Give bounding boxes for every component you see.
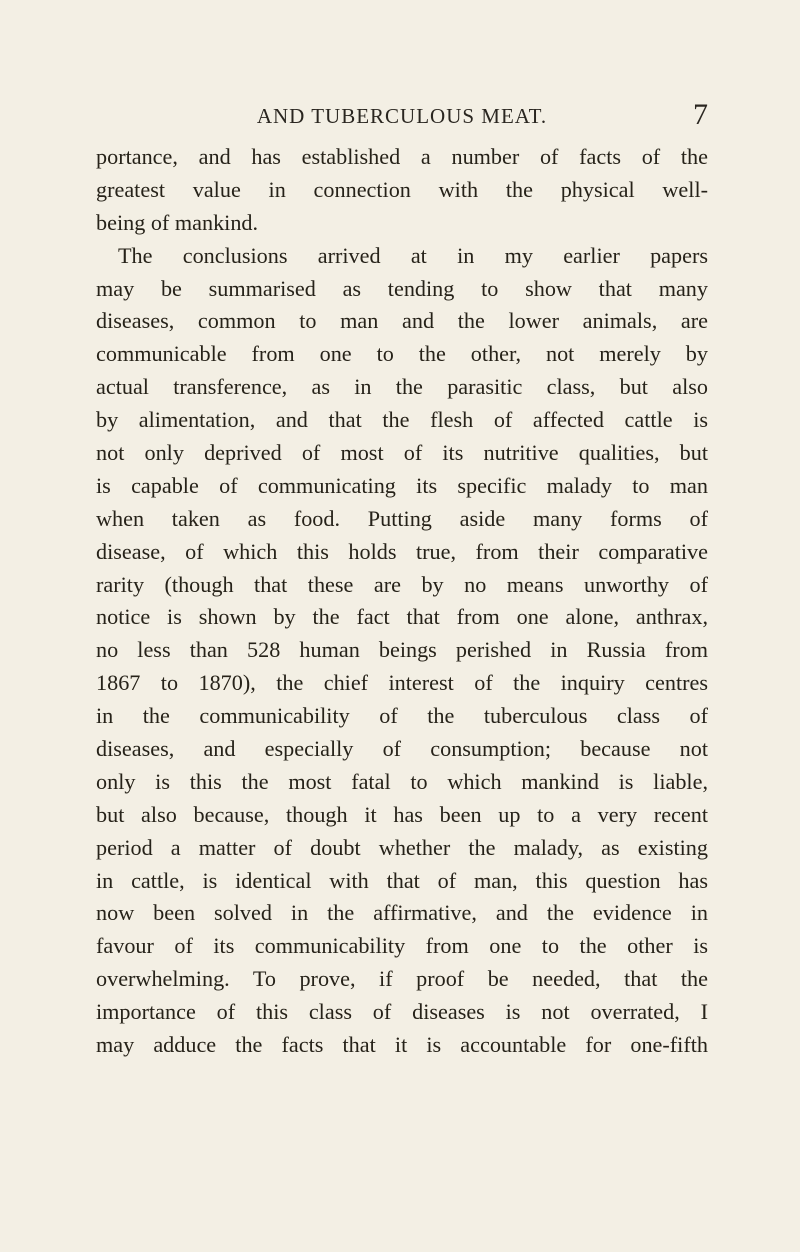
text-line: overwhelming. To prove, if proof be needed, that the [96, 966, 708, 992]
text-line: greatest value in connection with the physical well- [96, 176, 708, 202]
running-title: AND TUBERCULOUS MEAT. [256, 104, 548, 128]
text-line: period a matter of doubt whether the malady, as existing [96, 834, 708, 860]
text-line: disease, of which this holds true, from their comparative [96, 538, 708, 564]
text-line: The conclusions arrived at in my earlier papers [118, 242, 708, 268]
text-line: only is this the most fatal to which mankind is liable, [96, 768, 708, 794]
text-line: in the communicability of the tuberculous class of [96, 703, 708, 729]
page-number: 7 [693, 98, 708, 131]
text-line: portance, and has established a number of facts of the [96, 144, 708, 169]
text-line: no less than 528 human beings perished in Russia from [96, 637, 708, 663]
text-line: 1867 to 1870), the chief interest of the inquiry centres [96, 670, 708, 696]
text-line: when taken as food. Putting aside many forms of [96, 505, 708, 531]
body-text [96, 141, 708, 1062]
text-line: rarity (though that these are by no means unworthy of [96, 571, 708, 597]
text-line: not only deprived of most of its nutritive qualities, but [96, 440, 708, 466]
text-line: notice is shown by the fact that from one alone, anthrax, [96, 604, 708, 630]
text-line: diseases, common to man and the lower animals, are [96, 308, 708, 334]
running-head [96, 100, 708, 134]
text-line: is capable of communicating its specific malady to man [96, 472, 708, 498]
text-line: communicable from one to the other, not merely by [96, 341, 708, 367]
text-line: diseases, and especially of consumption; because not [96, 736, 708, 762]
text-line: favour of its communicability from one to the other is [96, 933, 708, 959]
text-line: in cattle, is identical with that of man, this question has [96, 867, 708, 893]
text-line: may be summarised as tending to show that many [96, 275, 708, 301]
text-line: but also because, though it has been up to a very recent [96, 801, 708, 827]
text-line: being of mankind. [96, 209, 259, 235]
text-line: now been solved in the affirmative, and the evidence in [96, 900, 708, 926]
text-line: importance of this class of diseases is not overrated, I [96, 999, 708, 1025]
text-line: actual transference, as in the parasitic class, but also [96, 374, 708, 400]
text-line: by alimentation, and that the flesh of affected cattle is [96, 407, 708, 433]
text-line: may adduce the facts that it is accountable for one-fifth [96, 1032, 708, 1058]
